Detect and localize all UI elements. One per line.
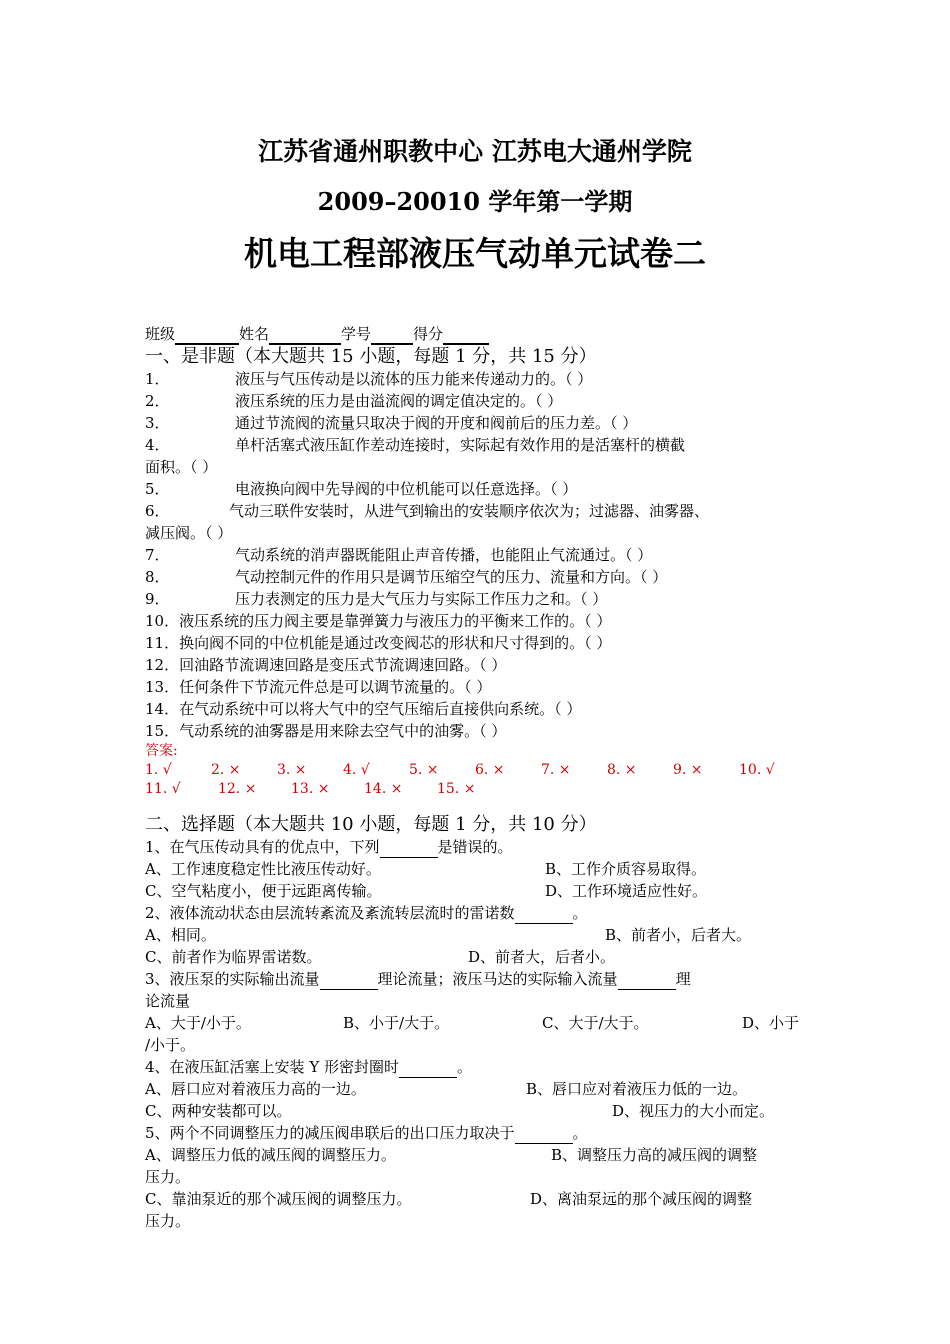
answer-item: 8. × xyxy=(607,762,637,778)
question-text: 通过节流阀的流量只取决于阀的开度和阀前后的压力差。（ ） xyxy=(235,414,638,432)
answer-row-1 xyxy=(145,761,815,780)
tf-question-continuation: 面积。（ ） xyxy=(145,458,218,476)
tf-question xyxy=(145,698,815,720)
option-continuation: /小于。 xyxy=(145,1036,196,1054)
answer-label: 答案: xyxy=(145,743,178,759)
tf-question xyxy=(145,478,815,500)
question-stem-continuation: 论流量 xyxy=(145,992,191,1010)
term-title: 2009–20010 学年第一学期 xyxy=(317,187,633,216)
tf-question xyxy=(145,500,815,522)
question-number: 6． xyxy=(145,502,170,520)
tf-question xyxy=(145,720,815,742)
option-d[interactable]: D、视压力的大小而定。 xyxy=(612,1102,775,1120)
question-stem-middle: 理论流量；液压马达的实际输入流量 xyxy=(377,970,618,988)
tf-question xyxy=(145,566,815,588)
answer-row-2 xyxy=(145,780,815,799)
question-stem: 5、两个不同调整压力的减压阀串联后的出口压力取决于 xyxy=(145,1124,515,1142)
question-number: 14． xyxy=(145,700,180,718)
question-text: 任何条件下节流元件总是可以调节流量的。（ ） xyxy=(179,678,492,696)
score-label: 得分 xyxy=(413,325,444,343)
answer-item: 9. × xyxy=(673,762,703,778)
mc-options-row xyxy=(145,946,815,968)
question-number: 10． xyxy=(145,612,180,630)
tf-question xyxy=(145,632,815,654)
question-stem: 2、液体流动状态由层流转紊流及紊流转层流时的雷诺数 xyxy=(145,904,515,922)
option-continuation: 压力。 xyxy=(145,1212,191,1230)
question-text: 气动系统的消声器既能阻止声音传播，也能阻止气流通过。（ ） xyxy=(235,546,653,564)
class-label: 班级 xyxy=(145,325,176,343)
answer-blank[interactable] xyxy=(320,973,378,990)
tf-question xyxy=(145,610,815,632)
option-d[interactable]: D、小于 xyxy=(742,1014,800,1032)
student-id-label: 学号 xyxy=(341,325,372,343)
question-stem-end: 。 xyxy=(572,1124,588,1142)
question-text: 压力表测定的压力是大气压力与实际工作压力之和。（ ） xyxy=(235,590,608,608)
class-blank[interactable] xyxy=(175,327,239,345)
answer-blank[interactable] xyxy=(515,907,573,924)
option-d[interactable]: D、工作环境适应性好。 xyxy=(545,882,708,900)
mc-options-row xyxy=(145,924,815,946)
tf-question xyxy=(145,544,815,566)
option-a[interactable]: A、调整压力低的减压阀的调整压力。 xyxy=(145,1146,396,1164)
answer-item: 7. × xyxy=(541,762,571,778)
option-d[interactable]: D、离油泵远的那个减压阀的调整 xyxy=(530,1190,753,1208)
question-text: 回油路节流调速回路是变压式节流调速回路。（ ） xyxy=(179,656,507,674)
question-stem: 4、在液压缸活塞上安装 Y 形密封圈时 xyxy=(145,1058,399,1076)
question-number: 2． xyxy=(145,392,170,410)
answer-item: 15. × xyxy=(437,781,476,797)
score-blank[interactable] xyxy=(443,327,489,345)
answer-item: 3. × xyxy=(277,762,307,778)
mc-question-5 xyxy=(145,1122,815,1144)
option-a[interactable]: A、唇口应对着液压力高的一边。 xyxy=(145,1080,366,1098)
answer-item: 4. √ xyxy=(343,762,370,778)
question-text: 电液换向阀中先导阀的中位机能可以任意选择。（ ） xyxy=(235,480,578,498)
name-blank[interactable] xyxy=(269,327,341,345)
answer-item: 13. × xyxy=(291,781,330,797)
answer-item: 6. × xyxy=(475,762,505,778)
question-text: 液压系统的压力是由溢流阀的调定值决定的。（ ） xyxy=(235,392,563,410)
answer-item: 1. √ xyxy=(145,762,172,778)
answer-item: 11. √ xyxy=(145,781,181,797)
student-id-blank[interactable] xyxy=(371,327,413,345)
exam-title: 机电工程部液压气动单元试卷二 xyxy=(244,234,706,273)
question-number: 15． xyxy=(145,722,180,740)
question-stem-end: 。 xyxy=(572,904,588,922)
school-name: 江苏省通州职教中心 江苏电大通州学院 xyxy=(258,137,692,166)
tf-question-continuation: 减压阀。（ ） xyxy=(145,524,233,542)
question-stem-end: 。 xyxy=(456,1058,472,1076)
option-c[interactable]: C、空气粘度小，便于远距离传输。 xyxy=(145,882,382,900)
tf-question xyxy=(145,654,815,676)
answer-blank[interactable] xyxy=(515,1127,573,1144)
answer-item: 5. × xyxy=(409,762,439,778)
option-c[interactable]: C、两种安装都可以。 xyxy=(145,1102,292,1120)
mc-options-row xyxy=(145,858,815,880)
question-stem-end: 理 xyxy=(675,970,691,988)
answer-item: 12. × xyxy=(218,781,257,797)
question-text: 液压与气压传动是以流体的压力能来传递动力的。（ ） xyxy=(235,370,593,388)
question-text: 单杆活塞式液压缸作差动连接时，实际起有效作用的是活塞杆的横截 xyxy=(235,436,686,454)
question-text: 气动控制元件的作用只是调节压缩空气的压力、流量和方向。（ ） xyxy=(235,568,668,586)
question-number: 4． xyxy=(145,436,170,454)
mc-options-row xyxy=(145,1144,815,1166)
exam-content xyxy=(145,323,815,1232)
question-number: 5． xyxy=(145,480,170,498)
option-continuation: 压力。 xyxy=(145,1168,191,1186)
mc-options-row xyxy=(145,1078,815,1100)
mc-options-row xyxy=(145,1012,815,1034)
mc-options-row xyxy=(145,880,815,902)
option-b[interactable]: B、前者小，后者大。 xyxy=(605,926,752,944)
question-number: 3． xyxy=(145,414,170,432)
question-number: 13． xyxy=(145,678,180,696)
option-a[interactable]: A、大于/小于。 xyxy=(145,1014,251,1032)
option-c[interactable]: C、靠油泵近的那个减压阀的调整压力。 xyxy=(145,1190,412,1208)
option-b[interactable]: B、调整压力高的减压阀的调整 xyxy=(551,1146,758,1164)
student-info-line xyxy=(145,323,815,345)
question-number: 12． xyxy=(145,656,180,674)
tf-question xyxy=(145,588,815,610)
answer-item: 14. × xyxy=(364,781,403,797)
answer-item: 2. × xyxy=(211,762,241,778)
question-stem-end: 是错误的。 xyxy=(437,838,513,856)
question-number: 11． xyxy=(145,634,180,652)
option-c[interactable]: C、前者作为临界雷诺数。 xyxy=(145,948,322,966)
question-text: 气动系统的油雾器是用来除去空气中的油雾。（ ） xyxy=(179,722,507,740)
question-number: 1． xyxy=(145,370,170,388)
option-d[interactable]: D、前者大，后者小。 xyxy=(468,948,616,966)
section2-heading: 二、选择题（本大题共 10 小题，每题 1 分，共 10 分） xyxy=(145,814,597,835)
mc-options-row xyxy=(145,1188,815,1210)
mc-question-1 xyxy=(145,836,815,858)
name-label: 姓名 xyxy=(239,325,270,343)
option-a[interactable]: A、工作速度稳定性比液压传动好。 xyxy=(145,860,381,878)
answer-blank[interactable] xyxy=(399,1061,457,1078)
question-stem: 3、液压泵的实际输出流量 xyxy=(145,970,320,988)
tf-question xyxy=(145,368,815,390)
option-b[interactable]: B、唇口应对着液压力低的一边。 xyxy=(526,1080,748,1098)
question-text: 液压系统的压力阀主要是靠弹簧力与液压力的平衡来工作的。（ ） xyxy=(179,612,612,630)
tf-question xyxy=(145,390,815,412)
tf-question xyxy=(145,434,815,456)
question-text: 换向阀不同的中位机能是通过改变阀芯的形状和尺寸得到的。（ ） xyxy=(179,634,612,652)
section1-questions xyxy=(145,368,815,742)
mc-question-3 xyxy=(145,968,815,990)
question-number: 9． xyxy=(145,590,170,608)
tf-question xyxy=(145,676,815,698)
question-text: 在气动系统中可以将大气中的空气压缩后直接供向系统。（ ） xyxy=(179,700,582,718)
question-stem: 1、在气压传动具有的优点中，下列 xyxy=(145,838,380,856)
option-b[interactable]: B、小于/大于。 xyxy=(343,1014,450,1032)
question-number: 7． xyxy=(145,546,170,564)
mc-question-2 xyxy=(145,902,815,924)
option-b[interactable]: B、工作介质容易取得。 xyxy=(545,860,707,878)
tf-question xyxy=(145,412,815,434)
mc-options-row xyxy=(145,1100,815,1122)
option-a[interactable]: A、相同。 xyxy=(145,926,216,944)
section1-heading: 一、是非题（本大题共 15 小题，每题 1 分，共 15 分） xyxy=(145,346,597,367)
answer-blank[interactable] xyxy=(380,841,438,858)
answer-item: 10. √ xyxy=(739,762,775,778)
question-text: 气动三联件安装时，从进气到输出的安装顺序依次为；过滤器、油雾器、 xyxy=(229,502,710,520)
answer-blank[interactable] xyxy=(618,973,676,990)
question-number: 8． xyxy=(145,568,170,586)
mc-question-4 xyxy=(145,1056,815,1078)
option-c[interactable]: C、大于/大于。 xyxy=(542,1014,649,1032)
